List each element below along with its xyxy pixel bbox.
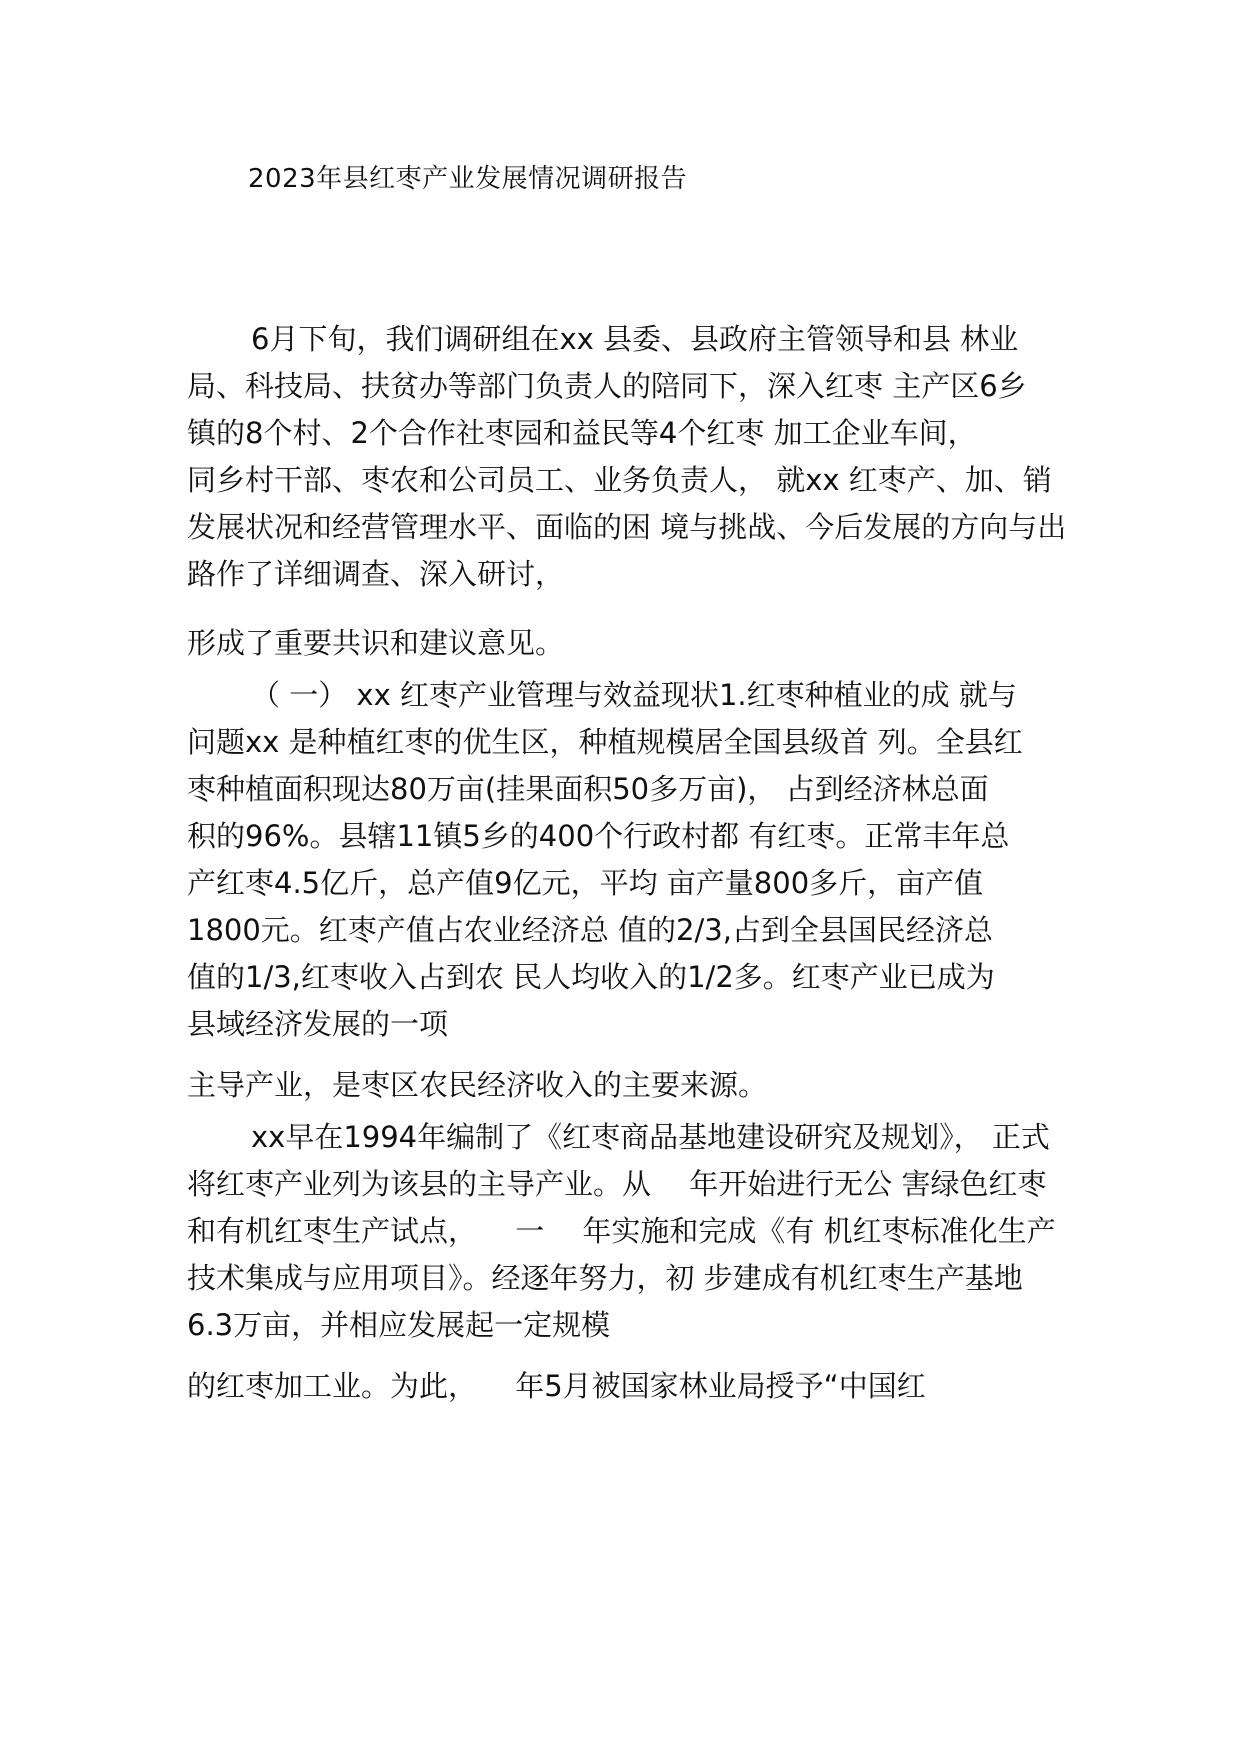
text-line: 和有机红枣生产试点， 一 年实施和完成《有 机红枣标准化生产 bbox=[187, 1214, 1056, 1248]
text-line: xx早在1994年编制了《红枣商品基地建设研究及规划》， 正式 bbox=[251, 1120, 1050, 1154]
text-line: 县域经济发展的一项 bbox=[187, 1007, 449, 1041]
text-line: 枣种植面积现达80万亩(挂果面积50多万亩)， 占到经济林总面 bbox=[187, 772, 989, 806]
text-line: 1800元。红枣产值占农业经济总 值的2/3,占到全县国民经济总 bbox=[187, 913, 993, 947]
text-line: 主导产业，是枣区农民经济收入的主要来源。 bbox=[187, 1068, 768, 1102]
paragraph-history bbox=[187, 1114, 1067, 1349]
text-line: 的红枣加工业。为此， 年5月被国家林业局授予“中国红 bbox=[187, 1369, 926, 1403]
text-line: 路作了详细调查、深入研讨， bbox=[187, 557, 565, 591]
text-line: 积的96%。县辖11镇5乡的400个行政村都 有红枣。正常丰年总 bbox=[187, 819, 1010, 853]
paragraph-intro bbox=[187, 316, 1067, 598]
paragraph-status bbox=[187, 672, 1067, 1048]
text-line: 同乡村干部、枣农和公司员工、业务负责人， 就xx 红枣产、加、销 bbox=[187, 463, 1052, 497]
document-title: 2023年县红枣产业发展情况调研报告 bbox=[248, 164, 688, 194]
text-line: （ 一） xx 红枣产业管理与效益现状1.红枣种植业的成 就与 bbox=[251, 678, 1017, 712]
text-line: 局、科技局、扶贫办等部门负责人的陪同下，深入红枣 主产区6乡 bbox=[187, 369, 1027, 403]
text-line: 镇的8个村、2个合作社枣园和益民等4个红枣 加工企业车间， bbox=[187, 416, 977, 450]
text-line: 6.3万亩，并相应发展起一定规模 bbox=[187, 1308, 611, 1342]
text-line: 值的1/3,红枣收入占到农 民人均收入的1/2多。红枣产业已成为 bbox=[187, 960, 995, 994]
text-line: 产红枣4.5亿斤，总产值9亿元，平均 亩产量800多斤，亩产值 bbox=[187, 866, 984, 900]
paragraph-main-industry bbox=[187, 1062, 1067, 1109]
text-line: 发展状况和经营管理水平、面临的困 境与挑战、今后发展的方向与出 bbox=[187, 510, 1067, 544]
text-line: 6月下旬，我们调研组在xx 县委、县政府主管领导和县 林业 bbox=[251, 322, 1019, 356]
text-line: 将红枣产业列为该县的主导产业。从 年开始进行无公 害绿色红枣 bbox=[187, 1167, 1047, 1201]
text-line: 形成了重要共识和建议意见。 bbox=[187, 626, 565, 660]
text-line: 问题xx 是种植红枣的优生区，种植规模居全国县级首 列。全县红 bbox=[187, 725, 1023, 759]
paragraph-award bbox=[187, 1363, 1067, 1410]
paragraph-consensus bbox=[187, 620, 1067, 667]
text-line: 技术集成与应用项目》。经逐年努力，初 步建成有机红枣生产基地 bbox=[187, 1261, 1023, 1295]
